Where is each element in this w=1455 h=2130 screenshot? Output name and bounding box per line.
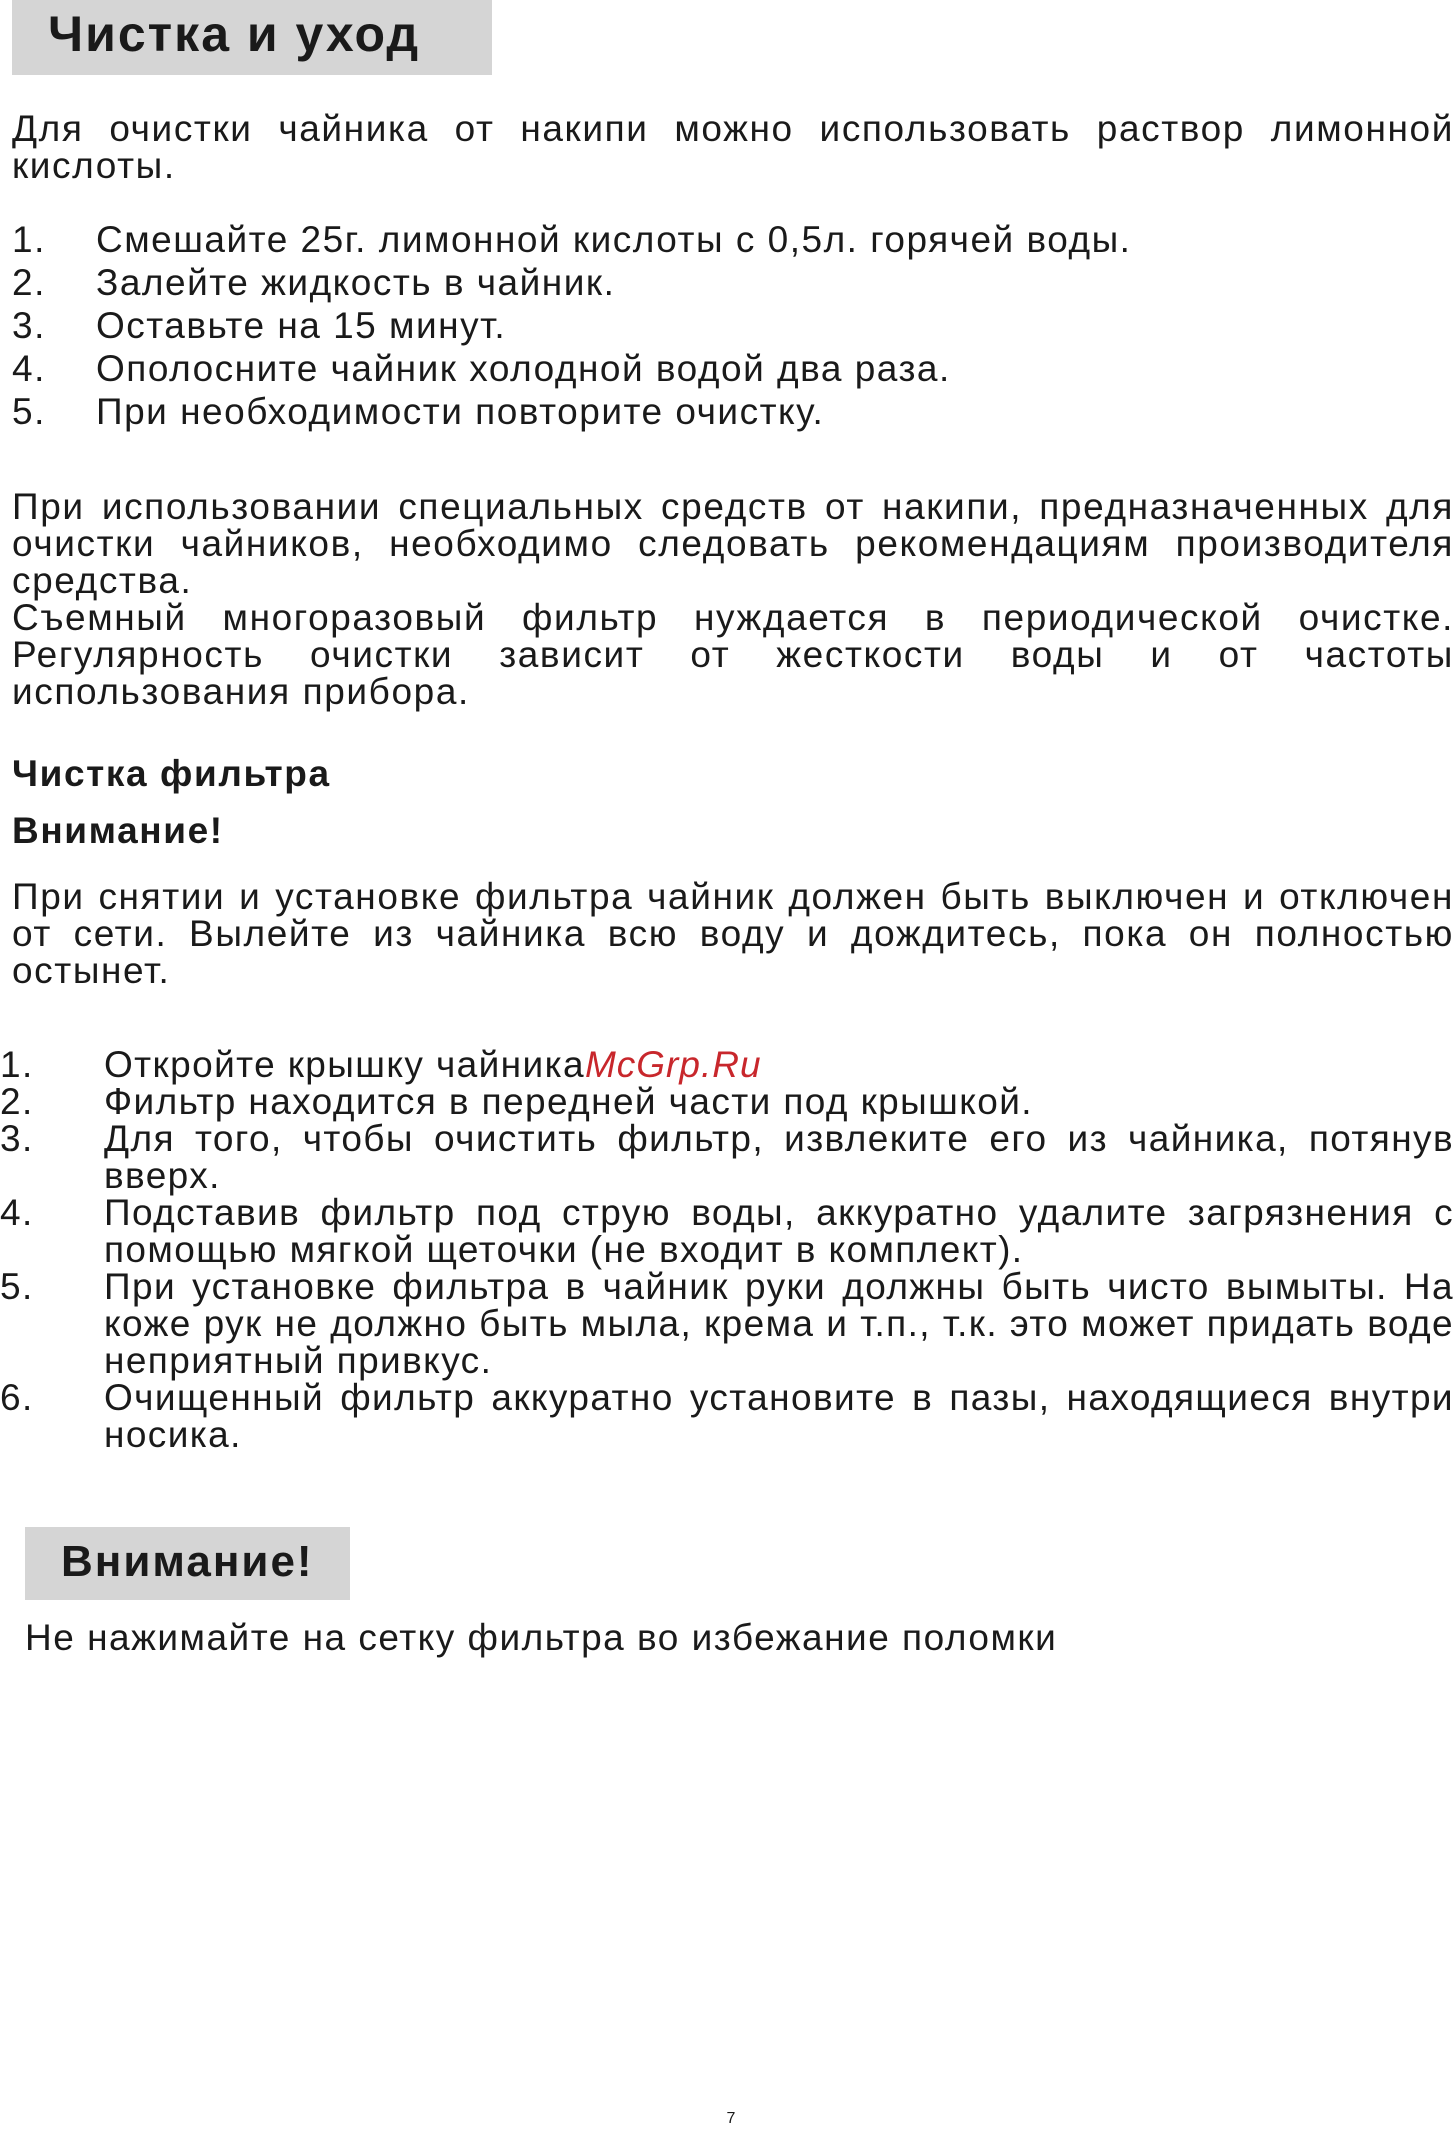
list-item: 6. Очищенный фильтр аккуратно установите в пазы, находящиеся внутри носика. [0,1377,1454,1455]
filter-heading: Чистка фильтра [12,753,331,794]
intro-paragraph: Для очистки чайника от накипи можно использовать раствор лимонной кислоты. [12,108,1454,186]
list-item: 5. При установке фильтра в чайник руки должны быть чисто вымыты. На коже рук не должно быть мыла, крема и т.п., т.к. это может придать воде неприятный привкус. [0,1266,1454,1381]
list-item: 1. Смешайте 25г. лимонной кислоты с 0,5л. горячей воды. [12,219,1132,260]
list-item: 5. При необходимости повторите очистку. [12,391,825,432]
filter-steps-list [0,1046,1455,1453]
page-number: 7 [726,2110,736,2127]
attention-label: Внимание! [12,810,224,851]
list-item: 3. Оставьте на 15 минут. [12,305,507,346]
filter-warning-paragraph: При снятии и установке фильтра чайник должен быть выключен и отключен от сети. Вылейте из чайника всю воду и дождитесь, пока он полностью остынет. [12,876,1454,991]
warning-box-label: Внимание! [25,1527,350,1600]
list-item: 1. Откройте крышку чайникаMcGrp.Ru [0,1044,762,1085]
list-item: 2. Залейте жидкость в чайник. [12,262,616,303]
special-means-paragraph: При использовании специальных средств от накипи, предназначенных для очистки чайников, необходимо следовать рекомендациям производителя средства. [12,486,1454,601]
filter-intro-paragraph: Съемный многоразовый фильтр нуждается в периодической очистке. Регулярность очистки зависит от жесткости воды и от частоты использования прибора. [12,597,1454,712]
list-item: 4. Ополосните чайник холодной водой два раза. [12,348,951,389]
watermark-text: McGrp.Ru [584,1044,762,1085]
list-item: 3. Для того, чтобы очистить фильтр, извлеките его из чайника, потянув вверх. [0,1118,1454,1196]
warning-text: Не нажимайте на сетку фильтра во избежание поломки [25,1617,1058,1658]
section-title: Чистка и уход [12,0,492,75]
list-item: 2. Фильтр находится в передней части под крышкой. [0,1081,1033,1122]
list-item: 4. Подставив фильтр под струю воды, аккуратно удалите загрязнения с помощью мягкой щеточки (не входит в комплект). [0,1192,1454,1270]
descale-steps-list [0,218,1455,433]
